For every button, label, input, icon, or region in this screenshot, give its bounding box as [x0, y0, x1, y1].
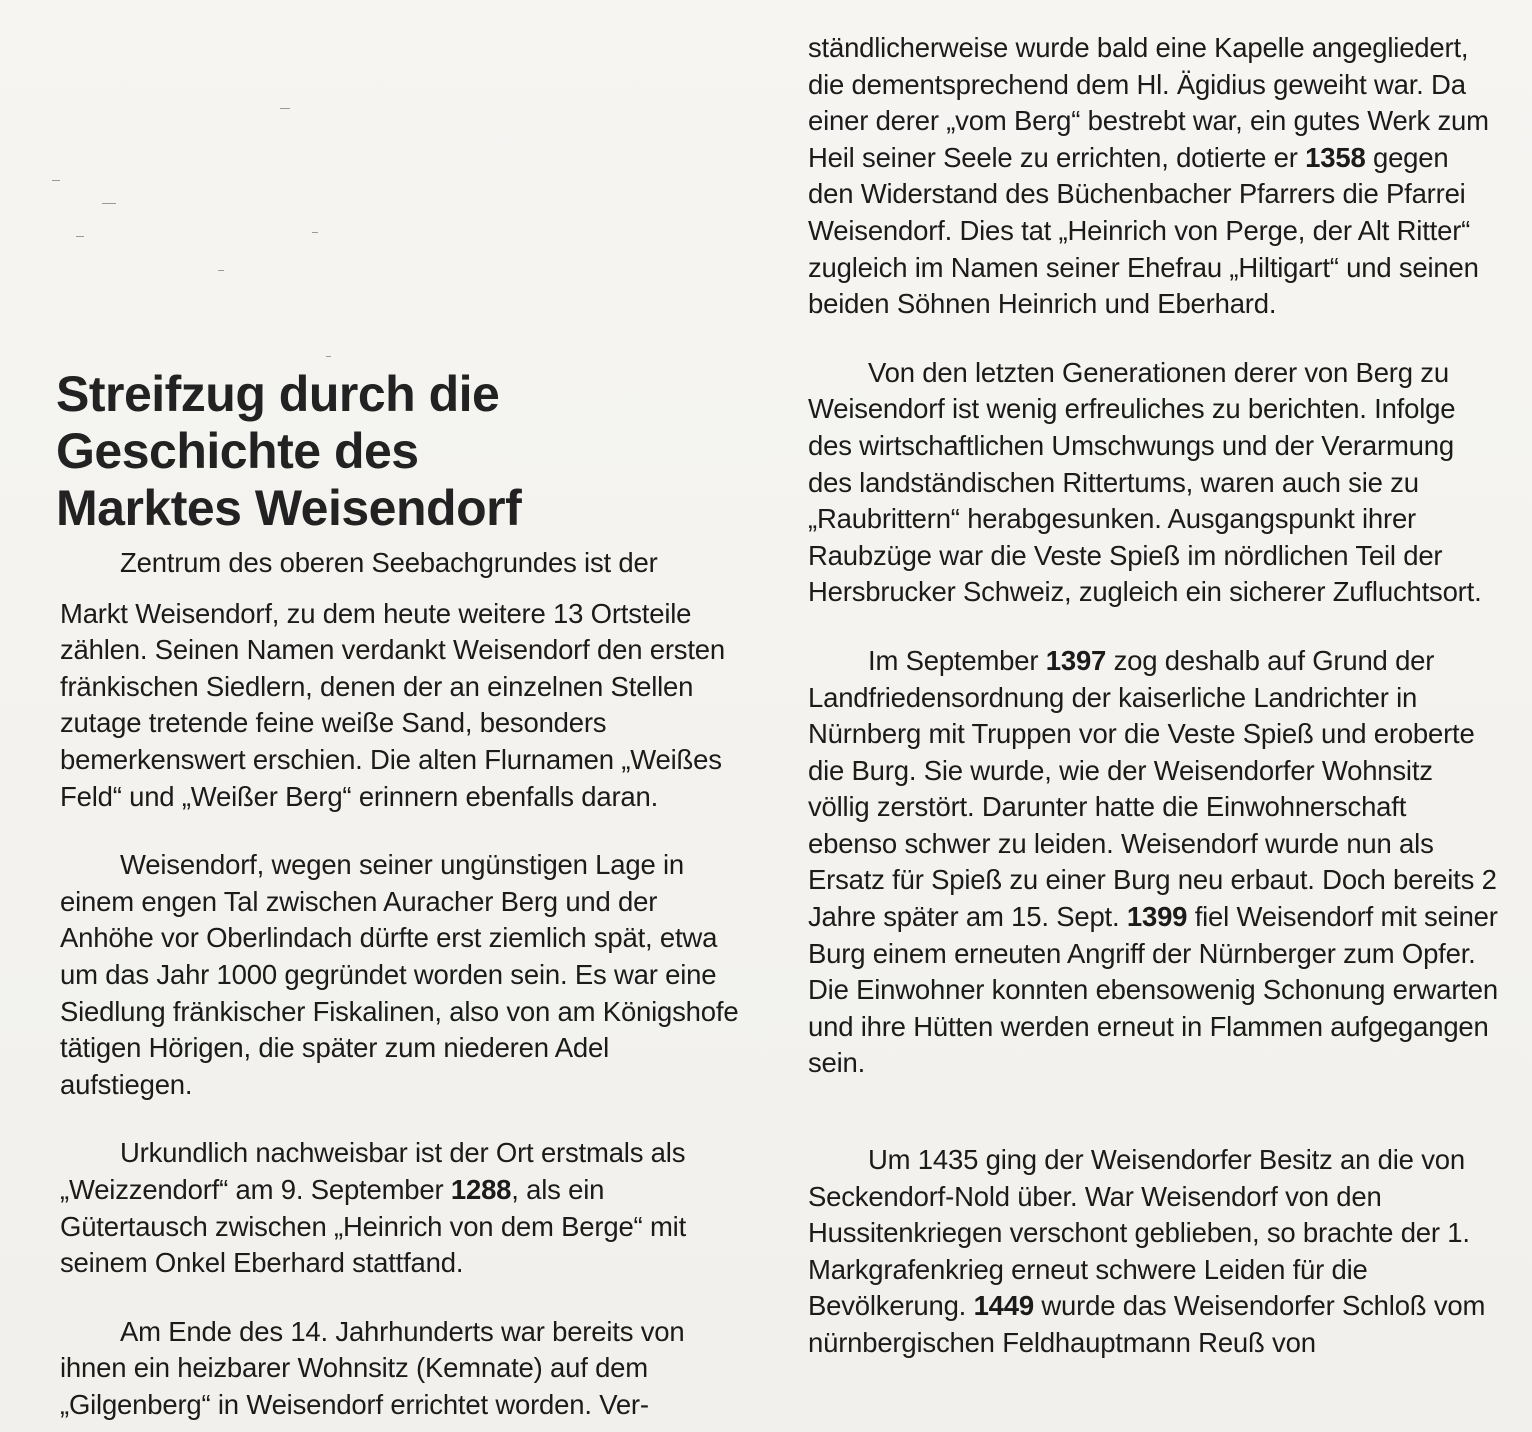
paragraph-2-text: Weisendorf, wegen seiner ungünstigen Lage in einem engen Tal zwischen Auracher Berg und der Anhöhe vor Oberlindach dürfte erst ziemlich spät, etwa um das Jahr 1000 gegründet worden sein. Es war eine Siedlung fränkischer Fiskalinen, also von am Königshofe tätigen Hörigen, die später zum niederen Adel aufstiegen.: [60, 849, 739, 1100]
title-line-3: Marktes Weisendorf: [56, 480, 522, 536]
scan-speck: [102, 203, 116, 204]
paragraph-4-text: Am Ende des 14. Jahrhunderts war bereits von ihnen ein heizbarer Wohnsitz (Kemnate) auf dem „Gilgenberg“ in Weisendorf errichtet worden. Ver-: [60, 1315, 685, 1420]
year-1399: 1399: [1126, 901, 1188, 933]
year-1288: 1288: [450, 1173, 512, 1205]
title-line-1: Streifzug durch die: [56, 366, 500, 422]
left-column: [60, 545, 740, 1423]
paragraph-8: [808, 1142, 1498, 1362]
scan-speck: [76, 236, 84, 237]
paragraph-5-text-b: gegen den Widerstand des Büchenbacher Pfarrers die Pfarrei Weisendorf. Dies tat „Heinrich von Perge, der Alt Ritter“ zugleich im Namen seiner Ehefrau „Hiltigart“ und seinen beiden Söhnen Heinrich und Eberhard.: [808, 141, 1479, 320]
paragraph-3-text-a: Urkundlich nachweisbar ist der Ort erstmals als „Weizzendorf“ am 9. September: [60, 1137, 686, 1205]
year-1449: 1449: [973, 1290, 1034, 1322]
right-column: [808, 30, 1498, 1362]
paragraph-5: [808, 30, 1498, 323]
paragraph-3-text-b: , als ein Gütertausch zwischen „Heinrich von dem Berge“ mit seinem Onkel Eberhard stattfand.: [60, 1173, 687, 1279]
paragraph-7-text-c: fiel Weisendorf mit seiner Burg einem erneuten Angriff der Nürnberger zum Opfer. Die Einwohner konnten ebensowenig Schonung erwarten und ihre Hütten werden erneut in Flammen aufgegangen sein.: [808, 901, 1498, 1079]
paragraph-1-first-line-text: Zentrum des oberen Seebachgrundes ist der: [120, 547, 658, 578]
year-1358: 1358: [1305, 141, 1366, 173]
paragraph-5-text-a: ständlicherweise wurde bald eine Kapelle angegliedert, die dementsprechend dem Hl. Ägidius geweiht war. Da einer derer „vom Berg“ bestrebt war, ein gutes Werk zum Heil seiner Seele zu errichten, dotierte er: [808, 32, 1489, 173]
paragraph-7-text-b: zog deshalb auf Grund der Landfriedensordnung der kaiserliche Landrichter in Nürnberg mit Truppen vor die Veste Spieß und eroberte die Burg. Sie wurde, wie der Weisendorfer Wohnsitz völlig zerstört. Darunter hatte die Einwohnerschaft ebenso schwer zu leiden. Weisendorf wurde nun als Ersatz für Spieß zu einer Burg neu erbaut. Doch bereits 2 Jahre später am 15. Sept.: [808, 644, 1497, 933]
paragraph-4: [60, 1314, 740, 1424]
scan-speck: [52, 180, 60, 181]
paragraph-7: [808, 643, 1498, 1082]
article-title: [56, 366, 616, 537]
title-line-2: Geschichte des: [56, 423, 419, 479]
paragraph-8-text-a: Um 1435 ging der Weisendorfer Besitz an die von Seckendorf-Nold über. War Weisendorf von den Hussitenkriegen verschont geblieben, so brachte der 1. Markgrafenkrieg erneut schwere Leiden für die Bevölkerung.: [808, 1144, 1470, 1322]
paragraph-1: [60, 596, 740, 816]
paragraph-3: [60, 1135, 740, 1281]
scan-speck: [326, 356, 331, 357]
paragraph-8-text-b: wurde das Weisendorfer Schloß vom nürnbergischen Feldhauptmann Reuß von: [808, 1290, 1486, 1358]
paragraph-6: [808, 355, 1498, 611]
paragraph-1-text: Markt Weisendorf, zu dem heute weitere 13 Ortsteile zählen. Seinen Namen verdankt Weisendorf den ersten fränkischen Siedlern, denen der an einzelnen Stellen zutage tretende feine weiße Sand, besonders bemerkenswert erschien. Die alten Flurnamen „Weißes Feld“ und „Weißer Berg“ erinnern ebenfalls daran.: [60, 597, 725, 812]
scan-speck: [280, 108, 290, 109]
paragraph-6-text: Von den letzten Generationen derer von Berg zu Weisendorf ist wenig erfreuliches zu berichten. Infolge des wirtschaftlichen Umschwungs und der Verarmung des landständischen Rittertums, waren auch sie zu „Raubrittern“ herabgesunken. Ausgangspunkt ihrer Raubzüge war die Veste Spieß im nördlichen Teil der Hersbrucker Schweiz, zugleich ein sicherer Zufluchtsort.: [808, 356, 1482, 608]
paragraph-2: [60, 847, 740, 1103]
year-1397: 1397: [1045, 644, 1107, 676]
paragraph-7-text-a: Im September: [868, 644, 1046, 676]
scan-speck: [218, 270, 224, 271]
paragraph-1-first-line: [60, 545, 740, 582]
scan-speck: [312, 232, 318, 233]
